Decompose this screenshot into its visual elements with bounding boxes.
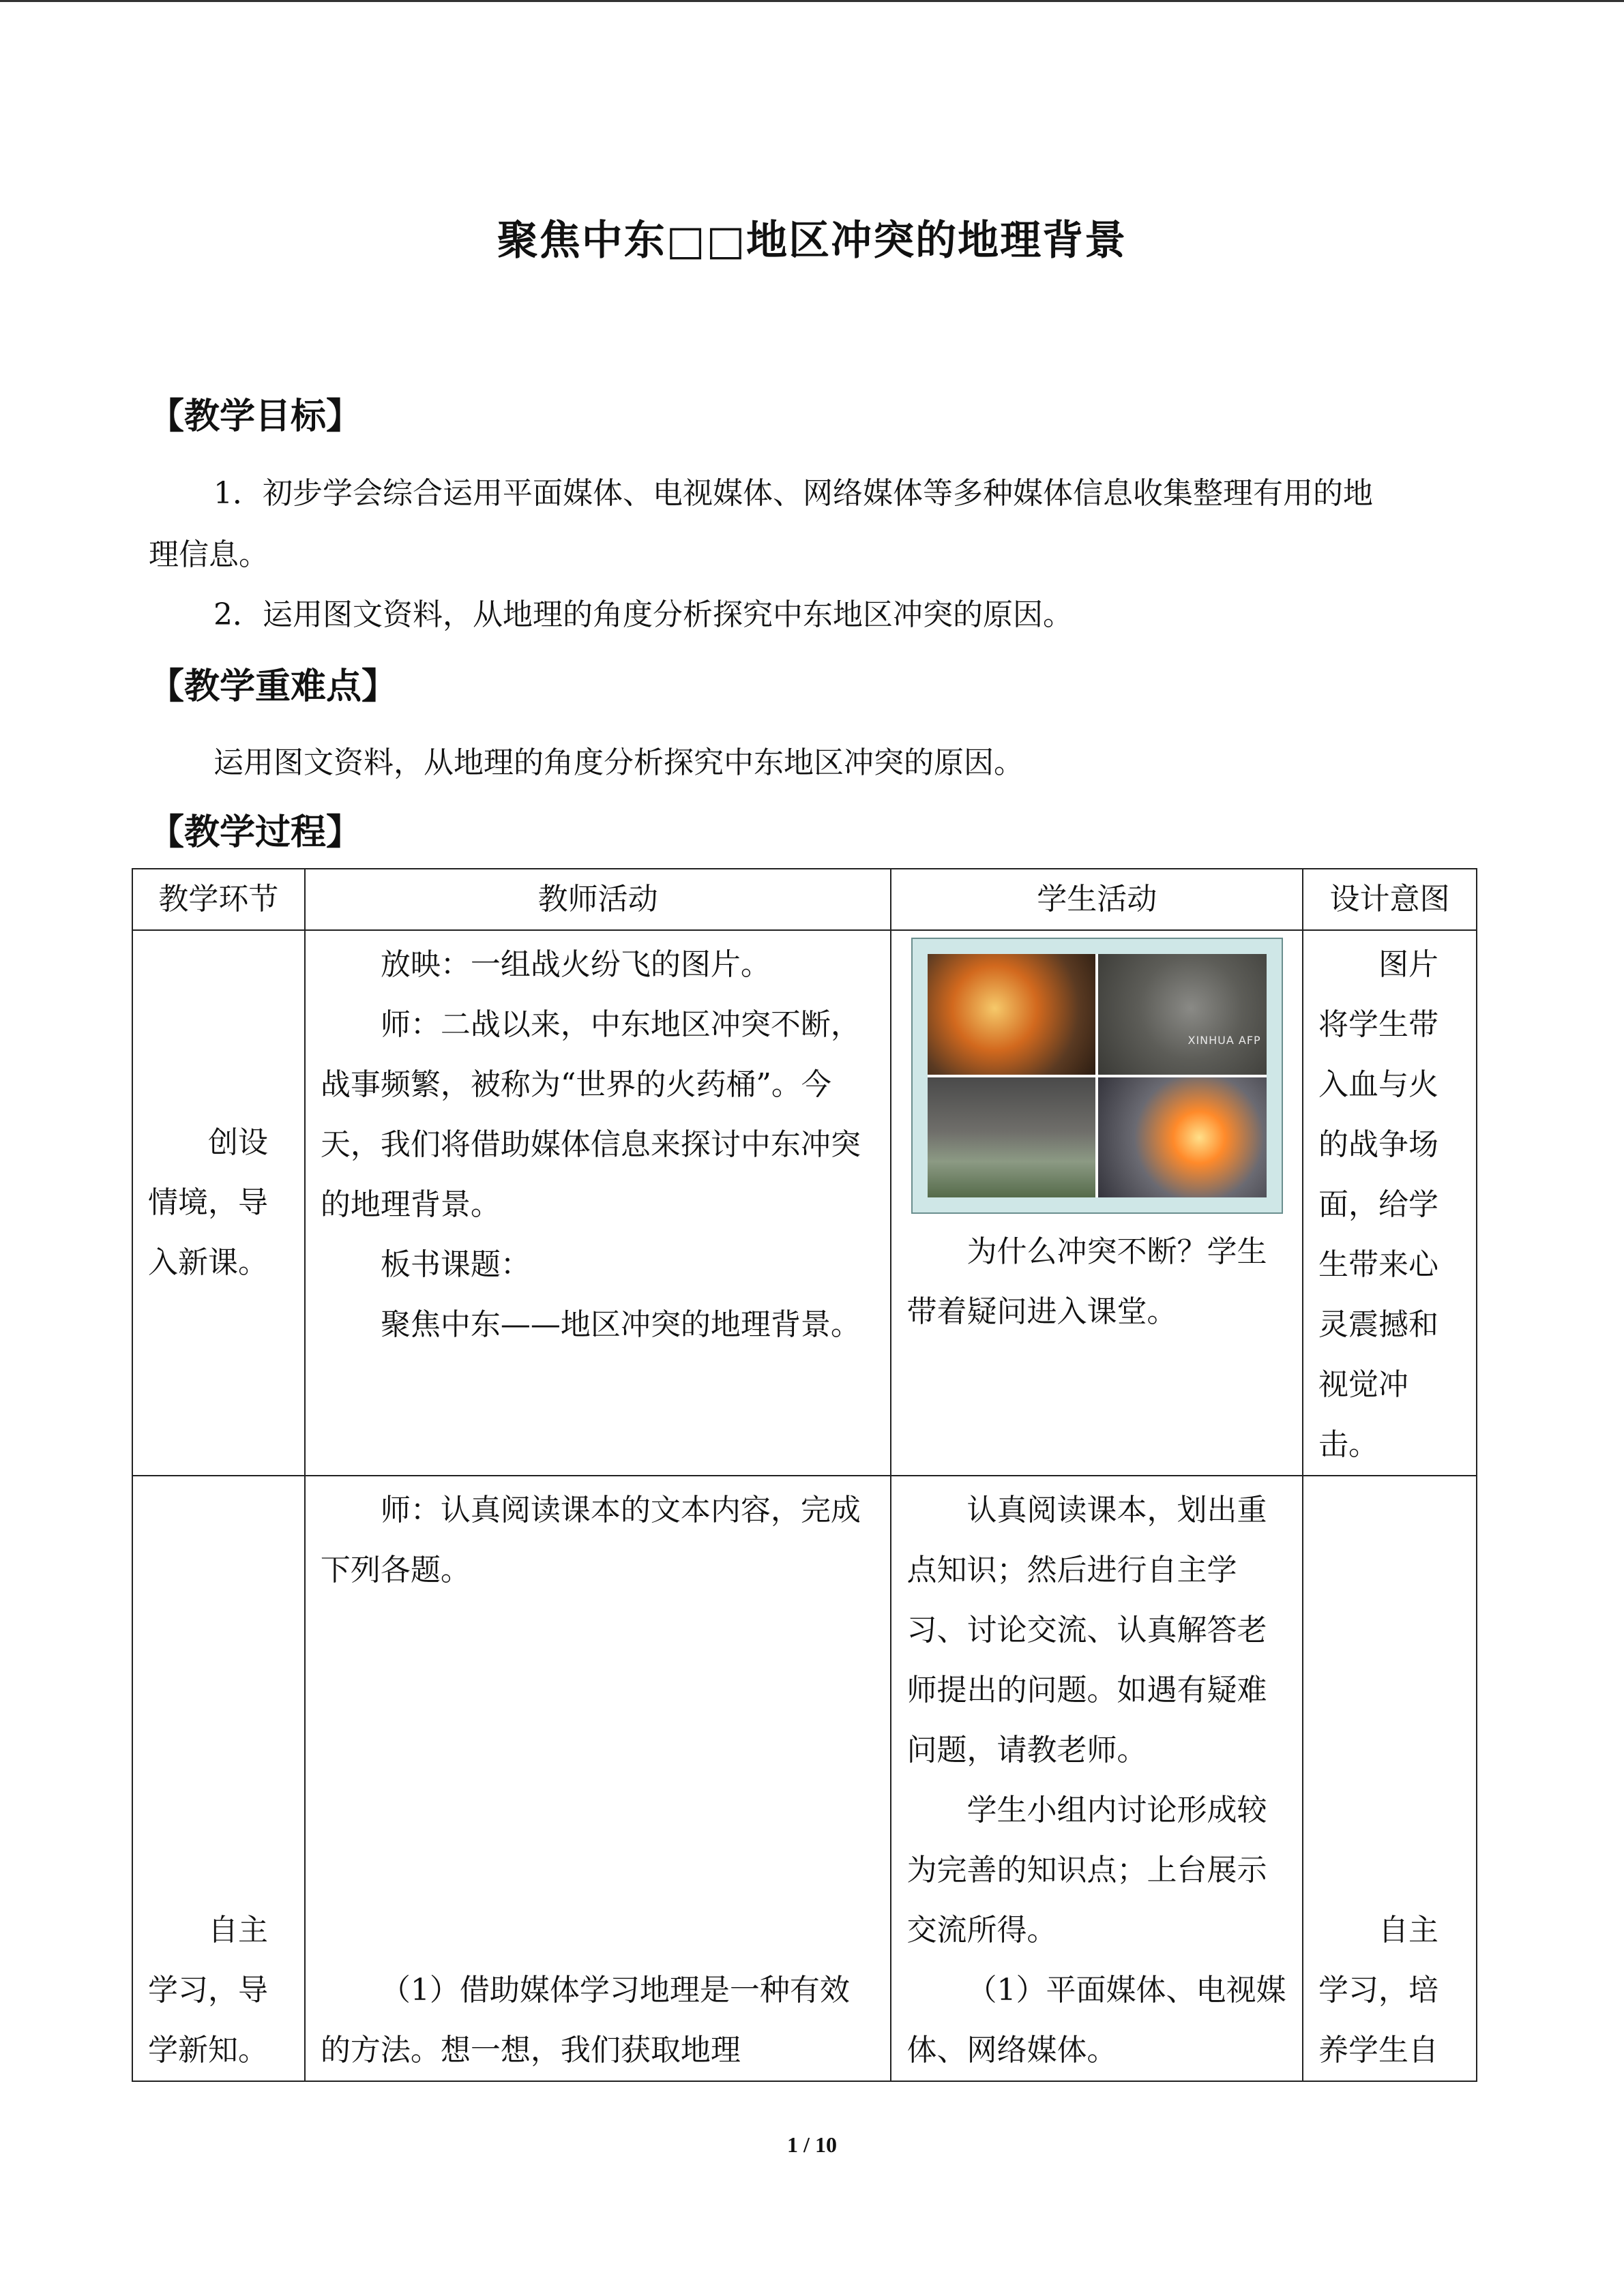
keypoints-heading: 【教学重难点】	[149, 666, 398, 707]
student-paragraph: 学生小组内讨论形成较为完善的知识点；上台展示交流所得。	[906, 1793, 1267, 1948]
war-photo-collage	[911, 938, 1283, 1214]
teacher-paragraph: 师：二战以来，中东地区冲突不断，战事频繁，被称为“世界的火药桶”。今天，我们将借助媒体信息来探讨中东冲突的地理背景。	[320, 1007, 861, 1222]
header-teacher: 教师活动	[305, 869, 891, 930]
photo-rubble	[1098, 954, 1267, 1075]
table-header-row	[132, 869, 1477, 930]
objectives-heading: 【教学目标】	[149, 396, 362, 437]
intent-line: 学习，培	[1318, 1973, 1438, 2008]
stage-line: 学习，导	[148, 1973, 268, 2008]
student-paragraph: 认真阅读课本，划出重点知识；然后进行自主学习、讨论交流、认真解答老师提出的问题。如遇有疑难问题，请教老师。	[906, 1493, 1267, 1768]
header-intent: 设计意图	[1303, 869, 1477, 930]
teacher-paragraph: 聚焦中东——地区冲突的地理背景。	[380, 1307, 861, 1342]
photo-tank-fire	[928, 954, 1096, 1075]
stage-line: 创设	[208, 1125, 268, 1160]
intent-line: 养学生自	[1318, 2033, 1438, 2068]
student-paragraph: （1）平面媒体、电视媒体、网络媒体。	[906, 1973, 1286, 2068]
intent-cell	[1303, 930, 1477, 1476]
photo-smoke-street	[928, 1077, 1096, 1198]
stage-line: 入新课。	[148, 1245, 268, 1280]
objective-line-2: 理信息。	[149, 537, 269, 572]
stage-cell	[132, 930, 305, 1476]
stage-line: 情境，导	[148, 1185, 268, 1220]
intent-line: 将学生带	[1318, 1007, 1438, 1042]
intent-cell	[1303, 1476, 1477, 2081]
teacher-cell	[305, 1476, 891, 2081]
stage-line: 学新知。	[148, 2033, 268, 2068]
student-cell	[891, 1476, 1303, 2081]
intent-line: 入血与火	[1318, 1067, 1438, 1102]
objective-line-3: 2．运用图文资料，从地理的角度分析探究中东地区冲突的原因。	[213, 597, 1073, 632]
photo-watermark: XINHUA AFP	[1187, 1033, 1261, 1047]
intent-line: 的战争场	[1318, 1127, 1438, 1162]
table-row	[132, 930, 1477, 1476]
student-cell	[891, 930, 1303, 1476]
page-number: 1 / 10	[787, 2132, 837, 2157]
teacher-question: （1）借助媒体学习地理是一种有效的方法。想一想，我们获取地理	[320, 1973, 850, 2068]
intent-line: 自主	[1378, 1913, 1438, 1948]
intent-line: 灵震撼和	[1318, 1307, 1438, 1342]
lesson-table	[132, 868, 1477, 2082]
teacher-paragraph: 师：认真阅读课本的文本内容，完成下列各题。	[320, 1493, 861, 1587]
intent-line: 视觉冲	[1318, 1367, 1408, 1402]
objective-line-1: 1．初步学会综合运用平面媒体、电视媒体、网络媒体等多种媒体信息收集整理有用的地	[213, 476, 1373, 511]
keypoints-text: 运用图文资料，从地理的角度分析探究中东地区冲突的原因。	[213, 745, 1024, 780]
student-paragraph: 为什么冲突不断？学生带着疑问进入课堂。	[906, 1234, 1267, 1329]
intent-line: 击。	[1318, 1427, 1378, 1462]
stage-line: 自主	[208, 1913, 268, 1948]
intent-line: 生带来心	[1318, 1247, 1438, 1282]
intent-line: 图片	[1378, 947, 1438, 982]
header-student: 学生活动	[891, 869, 1303, 930]
teacher-paragraph: 板书课题：	[380, 1247, 531, 1282]
stage-cell	[132, 1476, 305, 2081]
page-title: 聚焦中东□□地区冲突的地理背景	[497, 217, 1127, 265]
top-border	[0, 0, 1624, 2]
header-stage: 教学环节	[132, 869, 305, 930]
process-heading: 【教学过程】	[149, 812, 362, 853]
photo-explosion	[1098, 1077, 1267, 1198]
teacher-paragraph: 放映：一组战火纷飞的图片。	[380, 947, 771, 982]
intent-line: 面，给学	[1318, 1187, 1438, 1222]
table-row	[132, 1476, 1477, 2081]
teacher-cell	[305, 930, 891, 1476]
